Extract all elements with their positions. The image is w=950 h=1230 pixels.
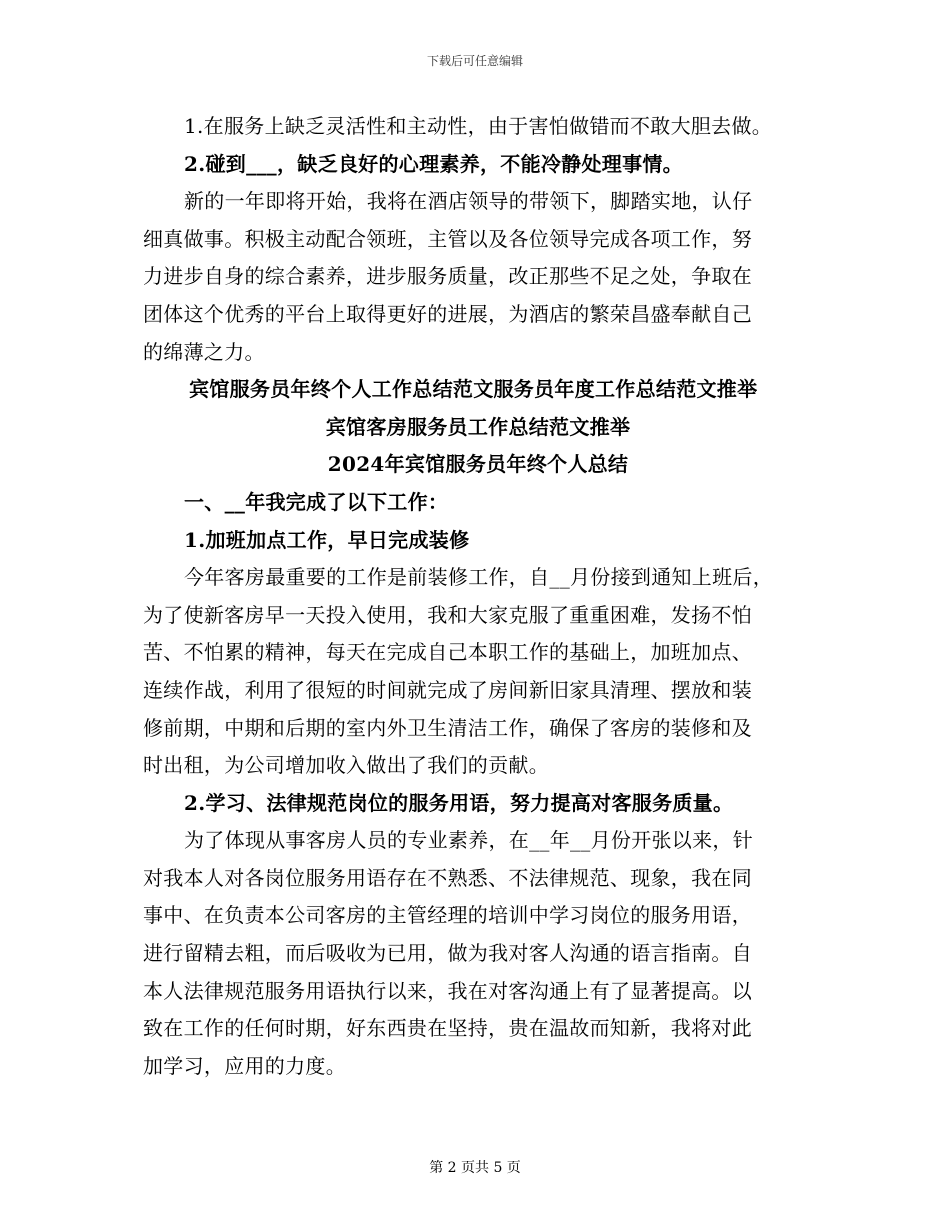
page-footer: 第 2 页共 5 页 [429, 1160, 521, 1176]
paragraph-line: 本人法律规范服务用语执行以来，我在对客沟通上有了显著提高。以 [143, 978, 752, 1003]
paragraph-line: 为了体现从事客房人员的专业素养，在__年__月份开张以来，针 [184, 828, 753, 853]
paragraph-line: 为了使新客房早一天投入使用，我和大家克服了重重困难，发扬不怕 [143, 602, 752, 627]
paragraph-line: 苦、不怕累的精神，每天在完成自己本职工作的基础上，加班加点、 [143, 640, 752, 665]
page-header: 下载后可任意编辑 [426, 54, 523, 68]
section-title: 宾馆服务员年终个人工作总结范文服务员年度工作总结范文推举 [189, 377, 758, 402]
subsection-heading: 2.学习、法律规范岗位的服务用语，努力提高对客服务质量。 [184, 790, 734, 815]
section-heading: 一、__年我完成了以下工作： [184, 489, 449, 514]
paragraph-line: 加学习，应用的力度。 [143, 1053, 346, 1078]
paragraph-line: 细真做事。积极主动配合领班，主管以及各位领导完成各项工作，努 [143, 226, 752, 251]
list-item: 1.在服务上缺乏灵活性和主动性，由于害怕做错而不敢大胆去做。 [184, 114, 773, 138]
subsection-heading: 1.加班加点工作，早日完成装修 [184, 527, 470, 552]
section-title: 宾馆客房服务员工作总结范文推举 [325, 414, 631, 439]
paragraph-line: 团体这个优秀的平台上取得更好的进展，为酒店的繁荣昌盛奉献自己 [143, 301, 752, 326]
paragraph-line: 时出租，为公司增加收入做出了我们的贡献。 [143, 753, 549, 778]
paragraph-line: 连续作战，利用了很短的时间就完成了房间新旧家具清理、摆放和装 [143, 677, 752, 702]
paragraph-line: 修前期，中期和后期的室内外卫生清洁工作，确保了客房的装修和及 [143, 715, 752, 740]
document-title: 2024年宾馆服务员年终个人总结 [327, 452, 629, 477]
paragraph-line: 事中、在负责本公司客房的主管经理的培训中学习岗位的服务用语， [143, 903, 752, 928]
paragraph-line: 对我本人对各岗位服务用语存在不熟悉、不法律规范、现象，我在同 [143, 865, 752, 890]
paragraph-line: 的绵薄之力。 [143, 339, 265, 364]
document-body [143, 108, 813, 1085]
list-item: 2.碰到___，缺乏良好的心理素养，不能冷静处理事情。 [184, 151, 683, 176]
paragraph-line: 致在工作的任何时期，好东西贵在坚持，贵在温故而知新，我将对此 [143, 1016, 752, 1041]
paragraph-line: 力进步自身的综合素养，进步服务质量，改正那些不足之处，争取在 [143, 264, 752, 289]
paragraph-line: 进行留精去粗，而后吸收为已用，做为我对客人沟通的语言指南。自 [143, 941, 752, 966]
paragraph-line: 今年客房最重要的工作是前装修工作，自__月份接到通知上班后， [184, 565, 773, 590]
paragraph-line: 新的一年即将开始，我将在酒店领导的带领下，脚踏实地，认仔 [184, 189, 753, 214]
